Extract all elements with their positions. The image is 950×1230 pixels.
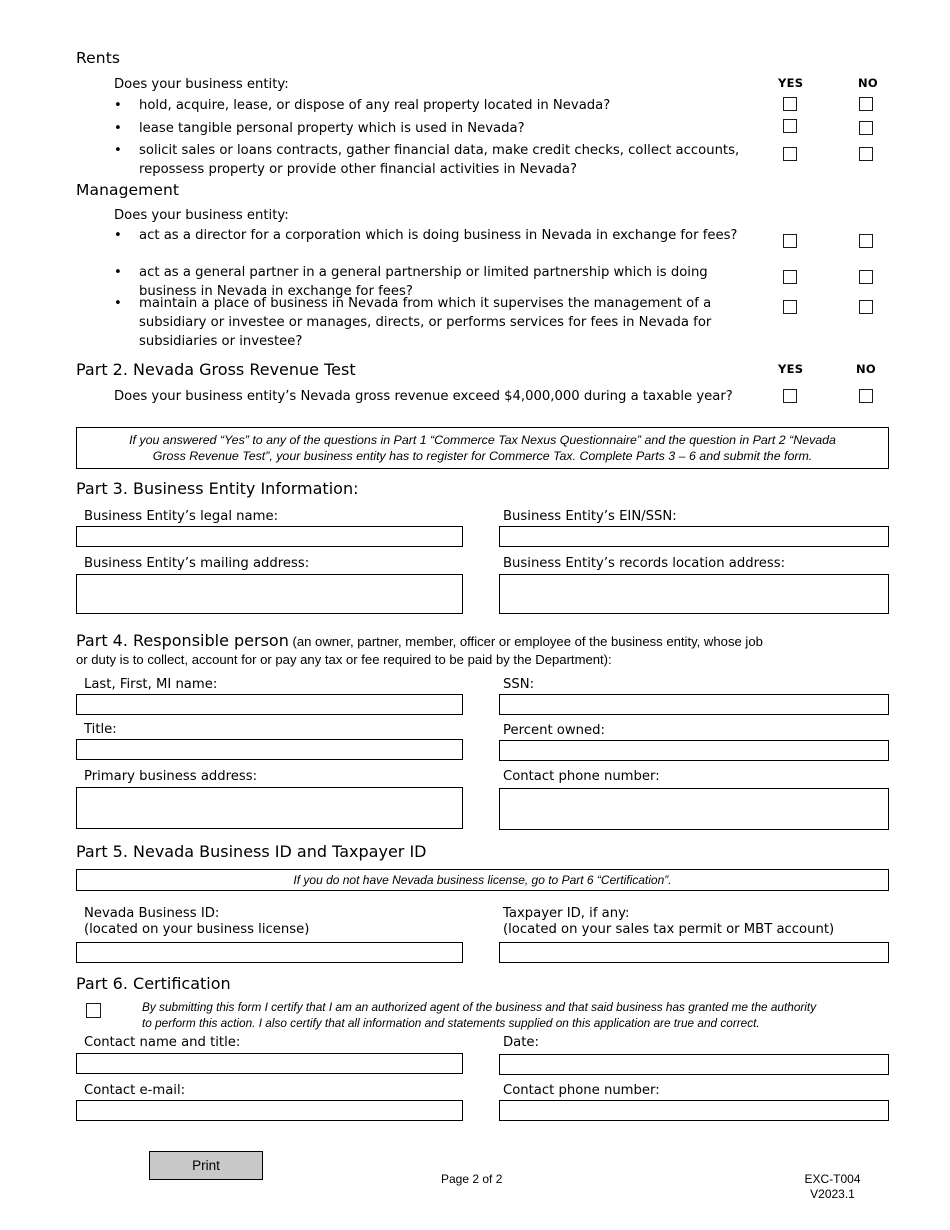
column-header-yes-2: YES	[778, 362, 804, 376]
page-indicator: Page 2 of 2	[441, 1172, 503, 1186]
rents-q2-no-checkbox[interactable]	[859, 121, 873, 135]
part2-question-text: Does your business entity’s Nevada gross revenue exceed $4,000,000 during a taxable year?	[114, 389, 733, 404]
nexus-notice-line2: Gross Revenue Test”, your business entity has to register for Commerce Tax. Complete Parts 3 – 6 and submit the form.	[152, 449, 813, 463]
part2-yes-checkbox[interactable]	[783, 389, 797, 403]
input-contact-name-and-title[interactable]	[76, 1053, 463, 1074]
rents-q3-no-checkbox[interactable]	[859, 147, 873, 161]
input-responsible-person-title[interactable]	[76, 739, 463, 760]
input-percent-owned[interactable]	[499, 740, 889, 761]
input-business-mailing-address[interactable]	[76, 574, 463, 614]
certification-agreement-checkbox[interactable]	[86, 1003, 101, 1018]
column-header-no-2: NO	[856, 362, 877, 376]
nexus-notice-line1: If you answered “Yes” to any of the questions in Part 1 “Commerce Tax Nexus Questionnaire” and the question in Part 2 “Nevada	[129, 432, 836, 447]
column-header-yes-1: YES	[778, 76, 804, 90]
input-business-records-address[interactable]	[499, 574, 889, 614]
part4-heading-note-line2: or duty is to collect, account for or pay any tax or fee required to be paid by the Department):	[76, 652, 612, 667]
nexus-notice-box	[76, 427, 889, 469]
label-business-mailing-address: Business Entity’s mailing address:	[84, 556, 310, 571]
form-version: V2023.1	[810, 1187, 855, 1201]
input-nevada-business-id[interactable]	[76, 942, 463, 963]
management-question-1-text: act as a director for a corporation which is doing business in Nevada in exchange for fees?	[139, 228, 738, 243]
label-business-legal-name: Business Entity’s legal name:	[84, 509, 279, 524]
rents-question-2-text: lease tangible personal property which is used in Nevada?	[139, 121, 525, 136]
bullet-icon: •	[114, 121, 122, 136]
bullet-icon: •	[114, 296, 122, 311]
rents-q1-no-checkbox[interactable]	[859, 97, 873, 111]
form-code-block	[775, 1172, 890, 1202]
section-heading-rents: Rents	[76, 49, 121, 67]
rents-question-1-text: hold, acquire, lease, or dispose of any real property located in Nevada?	[139, 98, 611, 113]
label-taxpayer-id-line1: Taxpayer ID, if any:	[503, 906, 630, 921]
management-question-2-text: act as a general partner in a general partnership or limited partnership which is doing business in Nevada in exchange for fees?	[139, 265, 708, 299]
certification-statement	[142, 1000, 894, 1031]
bullet-icon: •	[114, 265, 122, 280]
form-code: EXC-T004	[804, 1172, 861, 1186]
print-button[interactable]: Print	[149, 1151, 263, 1180]
rents-q3-yes-checkbox[interactable]	[783, 147, 797, 161]
input-primary-business-address[interactable]	[76, 787, 463, 829]
management-q2-no-checkbox[interactable]	[859, 270, 873, 284]
part3-heading: Part 3. Business Entity Information:	[76, 479, 359, 498]
part5-notice-text: If you do not have Nevada business license, go to Part 6 “Certification”.	[293, 872, 672, 887]
part2-heading: Part 2. Nevada Gross Revenue Test	[76, 360, 356, 379]
label-certification-contact-phone: Contact phone number:	[503, 1083, 660, 1098]
part4-heading-title: Part 4. Responsible person	[76, 631, 289, 650]
certification-statement-line1: By submitting this form I certify that I am an authorized agent of the business and that said business has granted me the authority	[142, 1000, 817, 1014]
input-responsible-person-ssn[interactable]	[499, 694, 889, 715]
label-taxpayer-id-line2: (located on your sales tax permit or MBT account)	[503, 922, 835, 937]
nexus-notice-text	[129, 432, 836, 465]
management-question-3-text: maintain a place of business in Nevada from which it supervises the management of a subsidiary or investee or manages, directs, or performs services for fees in Nevada for subsidiaries or investee?	[139, 296, 712, 349]
rents-q1-yes-checkbox[interactable]	[783, 97, 797, 111]
label-responsible-person-title: Title:	[84, 722, 117, 737]
input-responsible-contact-phone[interactable]	[499, 788, 889, 830]
bullet-icon: •	[114, 143, 122, 158]
column-header-no-1: NO	[858, 76, 879, 90]
rents-lead-text: Does your business entity:	[114, 77, 289, 92]
part6-heading: Part 6. Certification	[76, 974, 231, 993]
input-business-legal-name[interactable]	[76, 526, 463, 547]
management-q1-yes-checkbox[interactable]	[783, 234, 797, 248]
bullet-icon: •	[114, 98, 122, 113]
part4-heading	[76, 631, 888, 669]
label-responsible-contact-phone: Contact phone number:	[503, 769, 660, 784]
label-responsible-person-name: Last, First, MI name:	[84, 677, 218, 692]
management-q1-no-checkbox[interactable]	[859, 234, 873, 248]
rents-q2-yes-checkbox[interactable]	[783, 119, 797, 133]
input-taxpayer-id[interactable]	[499, 942, 889, 963]
rents-question-3-text: solicit sales or loans contracts, gather financial data, make credit checks, collect accounts, repossess property or provide other financial activities in Nevada?	[139, 143, 740, 177]
section-heading-management: Management	[76, 181, 180, 199]
label-responsible-person-ssn: SSN:	[503, 677, 535, 692]
management-q2-yes-checkbox[interactable]	[783, 270, 797, 284]
input-certification-contact-phone[interactable]	[499, 1100, 889, 1121]
label-nevada-business-id-line2: (located on your business license)	[84, 922, 310, 937]
label-business-ein-ssn: Business Entity’s EIN/SSN:	[503, 509, 677, 524]
certification-statement-line2: to perform this action. I also certify that all information and statements supplied on this application are true and correct.	[142, 1015, 760, 1030]
part4-heading-note-line1: (an owner, partner, member, officer or employee of the business entity, whose job	[288, 634, 763, 649]
input-certification-date[interactable]	[499, 1054, 889, 1075]
part5-notice-box	[76, 869, 889, 891]
label-primary-business-address: Primary business address:	[84, 769, 258, 784]
input-responsible-person-name[interactable]	[76, 694, 463, 715]
input-business-ein-ssn[interactable]	[499, 526, 889, 547]
part5-heading: Part 5. Nevada Business ID and Taxpayer ID	[76, 842, 427, 861]
management-q3-yes-checkbox[interactable]	[783, 300, 797, 314]
label-business-records-address: Business Entity’s records location address:	[503, 556, 786, 571]
management-q3-no-checkbox[interactable]	[859, 300, 873, 314]
input-contact-email[interactable]	[76, 1100, 463, 1121]
bullet-icon: •	[114, 228, 122, 243]
label-contact-email: Contact e-mail:	[84, 1083, 186, 1098]
part2-no-checkbox[interactable]	[859, 389, 873, 403]
label-contact-name-and-title: Contact name and title:	[84, 1035, 241, 1050]
label-nevada-business-id-line1: Nevada Business ID:	[84, 906, 220, 921]
label-certification-date: Date:	[503, 1035, 539, 1050]
label-percent-owned: Percent owned:	[503, 723, 605, 738]
management-lead-text: Does your business entity:	[114, 208, 289, 223]
